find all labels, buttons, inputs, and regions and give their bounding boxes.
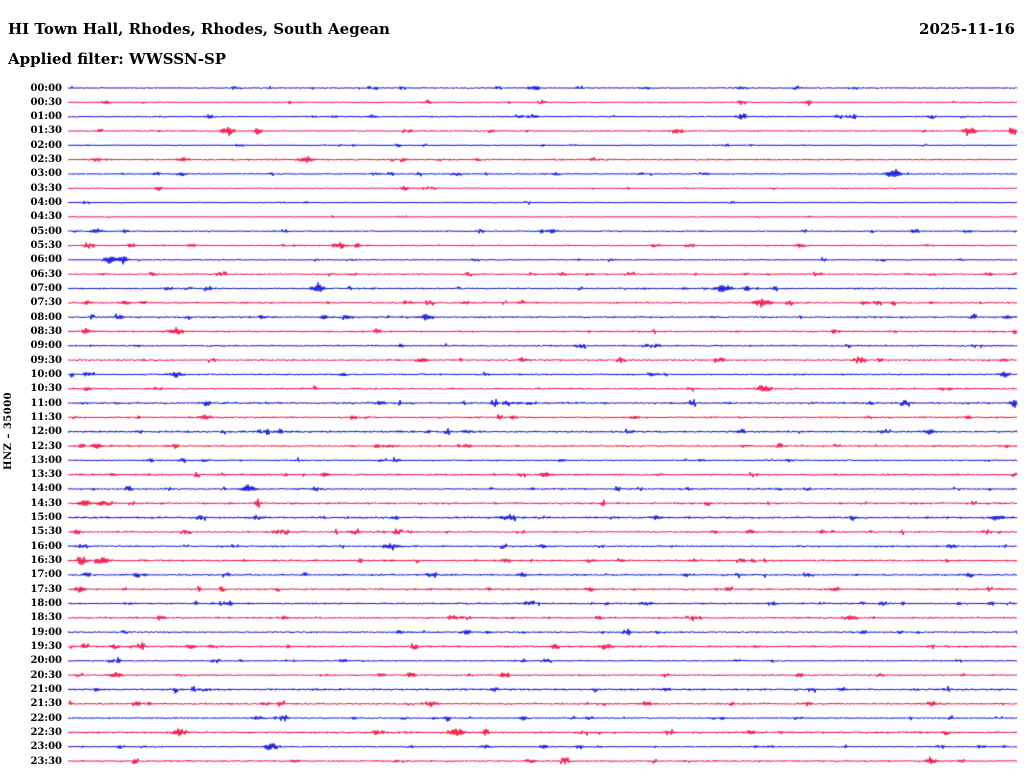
time-label: 06:00 — [30, 254, 62, 266]
time-label: 13:00 — [30, 454, 62, 466]
time-label: 23:30 — [30, 755, 62, 767]
time-label: 01:00 — [30, 111, 62, 123]
time-label: 10:30 — [30, 383, 62, 395]
time-label: 13:30 — [30, 469, 62, 481]
time-label: 07:00 — [30, 282, 62, 294]
time-label: 23:00 — [30, 741, 62, 753]
time-label: 18:00 — [30, 598, 62, 610]
time-label: 11:30 — [30, 411, 62, 423]
time-label: 00:00 — [30, 82, 62, 94]
time-label: 04:00 — [30, 197, 62, 209]
time-label: 06:30 — [30, 268, 62, 280]
time-label: 15:00 — [30, 512, 62, 524]
time-label: 11:00 — [30, 397, 62, 409]
time-label: 02:30 — [30, 154, 62, 166]
time-label: 04:30 — [30, 211, 62, 223]
time-label: 22:30 — [30, 726, 62, 738]
time-label: 12:00 — [30, 426, 62, 438]
time-label: 03:30 — [30, 182, 62, 194]
time-label: 19:30 — [30, 640, 62, 652]
time-label: 16:30 — [30, 555, 62, 567]
time-label: 03:00 — [30, 168, 62, 180]
time-label: 07:30 — [30, 297, 62, 309]
time-label: 17:30 — [30, 583, 62, 595]
time-label: 12:30 — [30, 440, 62, 452]
time-label: 08:00 — [30, 311, 62, 323]
time-label: 17:00 — [30, 569, 62, 581]
time-label: 14:00 — [30, 483, 62, 495]
time-label: 09:00 — [30, 340, 62, 352]
time-label: 00:30 — [30, 96, 62, 108]
time-label: 05:30 — [30, 240, 62, 252]
time-label: 21:00 — [30, 683, 62, 695]
time-label: 20:30 — [30, 669, 62, 681]
time-label: 22:00 — [30, 712, 62, 724]
time-label: 19:00 — [30, 626, 62, 638]
time-label: 18:30 — [30, 612, 62, 624]
time-label: 20:00 — [30, 655, 62, 667]
time-label: 08:30 — [30, 325, 62, 337]
time-label: 16:00 — [30, 540, 62, 552]
time-label: 14:30 — [30, 497, 62, 509]
time-label: 09:30 — [30, 354, 62, 366]
time-label: 01:30 — [30, 125, 62, 137]
time-label: 15:30 — [30, 526, 62, 538]
time-label: 05:00 — [30, 225, 62, 237]
time-label: 02:00 — [30, 139, 62, 151]
time-label: 10:00 — [30, 368, 62, 380]
time-label: 21:30 — [30, 698, 62, 710]
